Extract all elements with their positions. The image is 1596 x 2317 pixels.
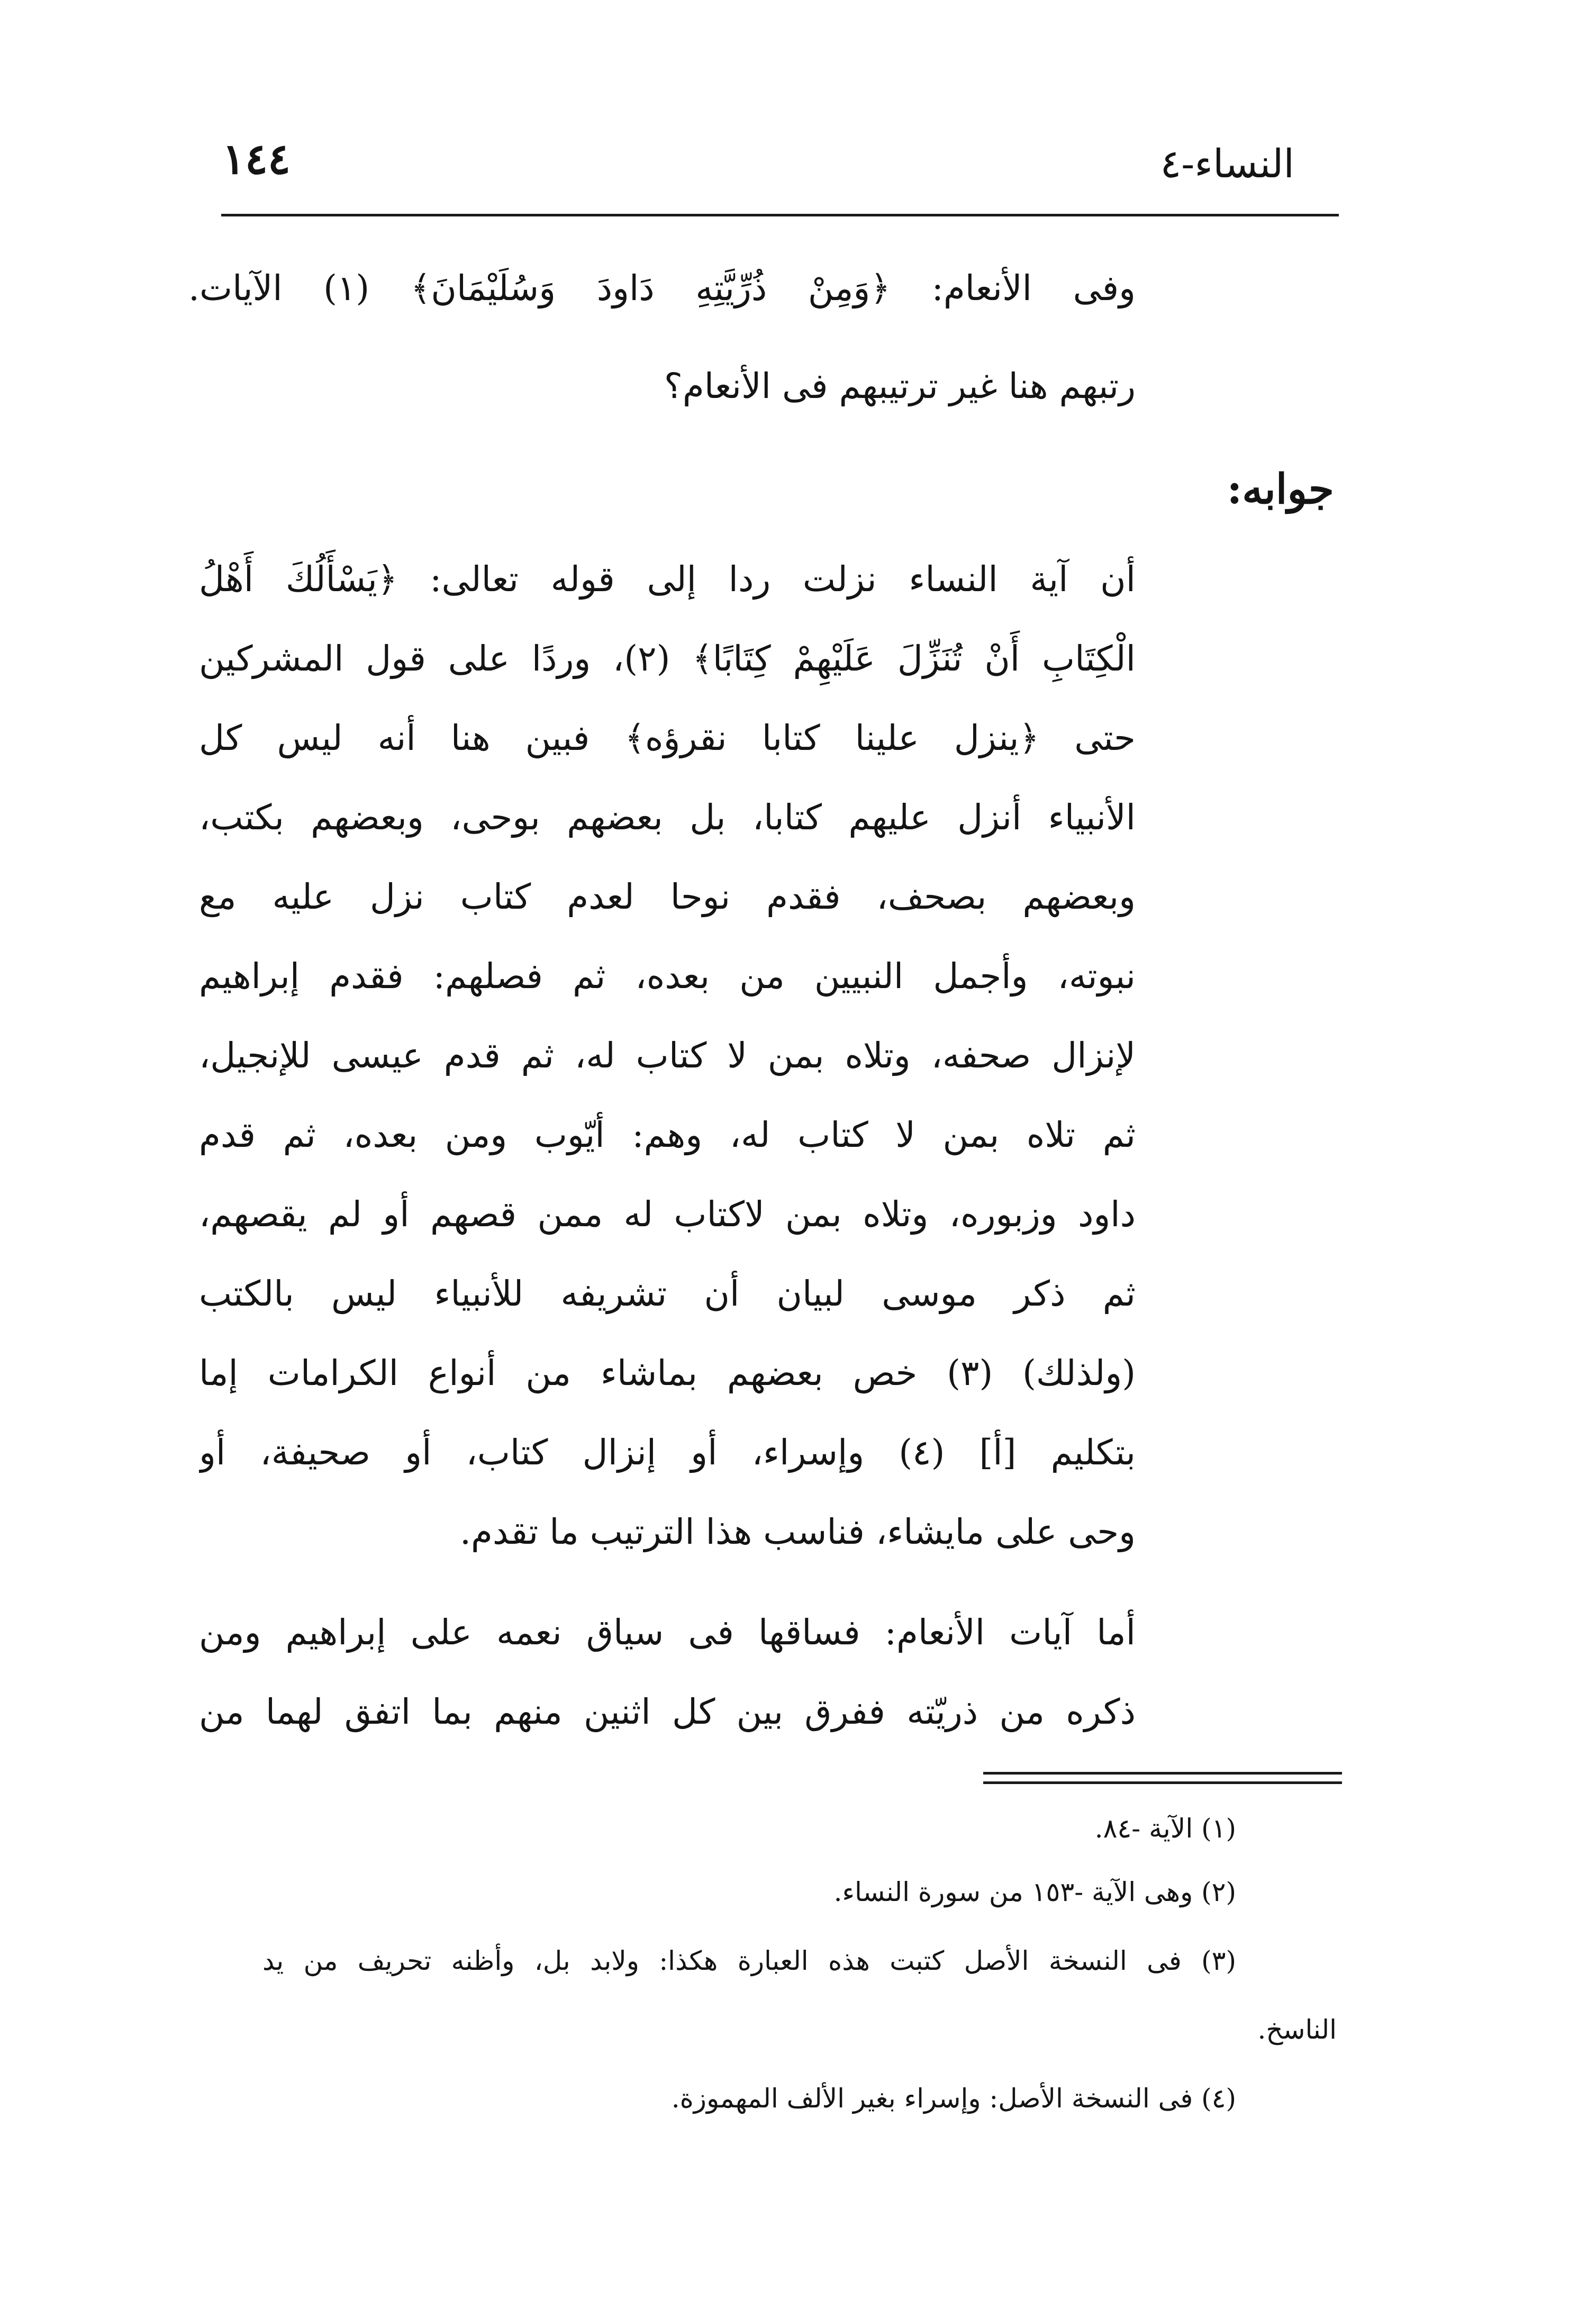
footnote-rule xyxy=(983,1781,1342,1784)
paragraph-line: أن آية النساء نزلت ردا إلى قوله تعالى: ﴿يَسْأَلُكَ أَهْلُ xyxy=(199,559,1136,600)
footnote: (٤) فى النسخة الأصل: وإسراء بغير الألف المهموزة. xyxy=(671,2083,1236,2114)
paragraph-line: وبعضهم بصحف، فقدم نوحا لعدم كتاب نزل عليه مع xyxy=(199,876,1136,917)
paragraph-line: وحى على مايشاء، فناسب هذا الترتيب ما تقدم. xyxy=(460,1512,1136,1552)
intro-line: وفى الأنعام: ﴿وَمِنْ ذُرِّيَّتِهِ دَاودَ وَسُلَيْمَانَ﴾ (١) الآيات. xyxy=(188,268,1136,309)
page-number: ١٤٤ xyxy=(222,134,291,184)
paragraph-line: نبوته، وأجمل النبيين من بعده، ثم فصلهم: فقدم إبراهيم xyxy=(199,956,1136,997)
answer-heading: جوابه: xyxy=(1227,465,1334,513)
paragraph-line: (ولذلك) (٣) خص بعضهم بماشاء من أنواع الكرامات إما xyxy=(199,1353,1136,1393)
paragraph-line: ذكره من ذريّته ففرق بين كل اثنين منهم بما اتفق لهما من xyxy=(199,1691,1136,1732)
paragraph-line: ثم ذكر موسى لبيان أن تشريفه للأنبياء ليس بالكتب xyxy=(199,1273,1136,1314)
paragraph-line: الْكِتَابِ أَنْ تُنَزِّلَ عَلَيْهِمْ كِتَابًا﴾ (٢)، وردًا على قول المشركين xyxy=(199,638,1136,679)
footnote: (٣) فى النسخة الأصل كتبت هذه العبارة هكذا: ولابد بل، وأظنه تحريف من يد xyxy=(262,1945,1236,1976)
footnote: (٢) وهى الآية -١٥٣ من سورة النساء. xyxy=(833,1877,1236,1907)
paragraph-line: أما آيات الأنعام: فساقها فى سياق نعمه على إبراهيم ومن xyxy=(199,1612,1136,1653)
intro-line: رتبهم هنا غير ترتيبهم فى الأنعام؟ xyxy=(664,366,1136,406)
paragraph-line: بتكليم [أ] (٤) وإسراء، أو إنزال كتاب، أو صحيفة، أو xyxy=(199,1432,1136,1473)
footnote: (١) الآية -٨٤. xyxy=(1094,1813,1236,1844)
paragraph-line: حتى ﴿ينزل علينا كتابا نقرؤه﴾ فبين هنا أنه ليس كل xyxy=(199,718,1136,758)
footnote: الناسخ. xyxy=(1257,2014,1337,2045)
header-rule xyxy=(221,214,1339,216)
paragraph-line: لإنزال صحفه، وتلاه بمن لا كتاب له، ثم قدم عيسى للإنجيل، xyxy=(199,1035,1136,1076)
chapter-header: النساء-٤ xyxy=(1160,141,1294,187)
paragraph-line: ثم تلاه بمن لا كتاب له، وهم: أيّوب ومن بعده، ثم قدم xyxy=(199,1115,1136,1155)
footnote-rule xyxy=(983,1772,1342,1775)
paragraph-line: الأنبياء أنزل عليهم كتابا، بل بعضهم بوحى، وبعضهم بكتب، xyxy=(199,797,1136,838)
paragraph-line: داود وزبوره، وتلاه بمن لاكتاب له ممن قصهم أو لم يقصهم، xyxy=(199,1194,1136,1235)
